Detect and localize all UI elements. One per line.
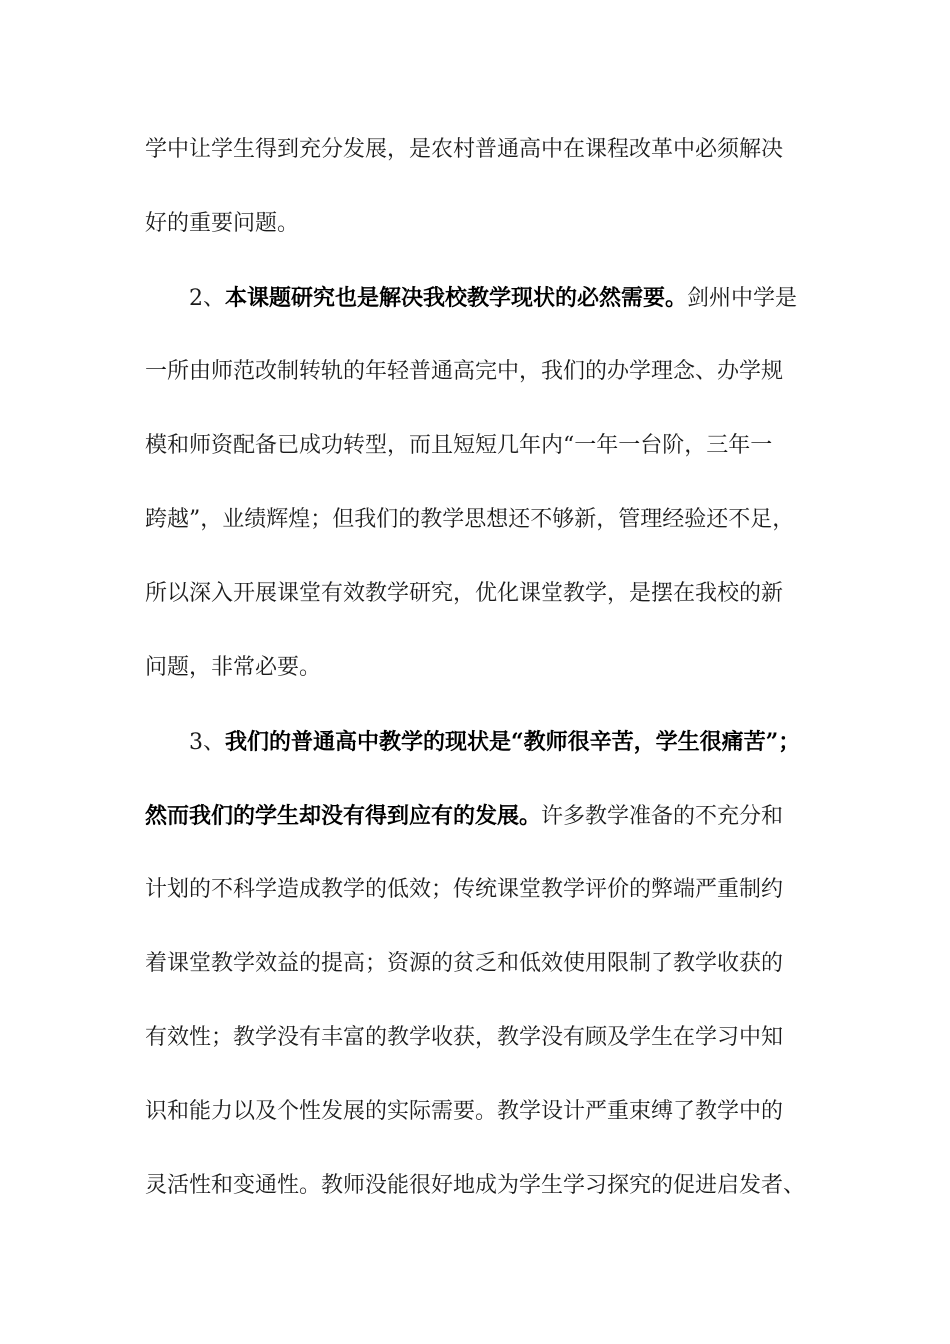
text-plain: 有效性；教学没有丰富的教学收获，教学没有顾及学生在学习中知 [145, 1025, 784, 1050]
text-line [145, 569, 810, 643]
text-plain: 跨越”，业绩辉煌；但我们的教学思想还不够新，管理经验还不足， [145, 507, 795, 532]
text-line [145, 421, 810, 495]
paragraph-2-first-line [145, 273, 810, 347]
text-plain: 剑州中学是 [687, 286, 798, 311]
item-number: 3、 [189, 730, 225, 755]
text-plain: 好的重要问题。 [145, 211, 300, 236]
text-plain: 问题，非常必要。 [145, 655, 322, 680]
text-plain: 学中让学生得到充分发展，是农村普通高中在课程改革中必须解决 [145, 137, 784, 162]
text-line [145, 865, 810, 939]
text-plain: 着课堂教学效益的提高；资源的贫乏和低效使用限制了教学收获的 [145, 951, 784, 976]
text-line [145, 347, 810, 421]
text-line [145, 1161, 810, 1235]
text-line [145, 939, 810, 1013]
text-line [145, 1087, 810, 1161]
text-line [145, 199, 810, 273]
text-line [145, 1013, 810, 1087]
body-text [145, 125, 810, 1235]
text-plain: 许多教学准备的不充分和 [541, 804, 784, 829]
text-line [145, 495, 810, 569]
text-plain: 一所由师范改制转轨的年轻普通高完中，我们的办学理念、办学规 [145, 359, 784, 384]
text-plain: 识和能力以及个性发展的实际需要。教学设计严重束缚了教学中的 [145, 1099, 784, 1124]
text-line [145, 643, 810, 717]
text-plain: 模和师资配备已成功转型，而且短短几年内“一年一台阶，三年一 [145, 433, 773, 458]
bold-heading: 然而我们的学生却没有得到应有的发展。 [145, 803, 542, 829]
item-number: 2、 [189, 286, 225, 311]
text-line [145, 125, 810, 199]
bold-heading: 我们的普通高中教学的现状是“教师很辛苦，学生很痛苦”； [225, 729, 801, 755]
text-plain: 所以深入开展课堂有效教学研究，优化课堂教学，是摆在我校的新 [145, 581, 784, 606]
bold-heading: 本课题研究也是解决我校教学现状的必然需要。 [225, 285, 688, 311]
text-plain: 灵活性和变通性。教师没能很好地成为学生学习探究的促进启发者、 [145, 1173, 806, 1198]
paragraph-3-first-line [145, 717, 810, 791]
text-line [145, 791, 810, 865]
text-plain: 计划的不科学造成教学的低效；传统课堂教学评价的弊端严重制约 [145, 877, 784, 902]
